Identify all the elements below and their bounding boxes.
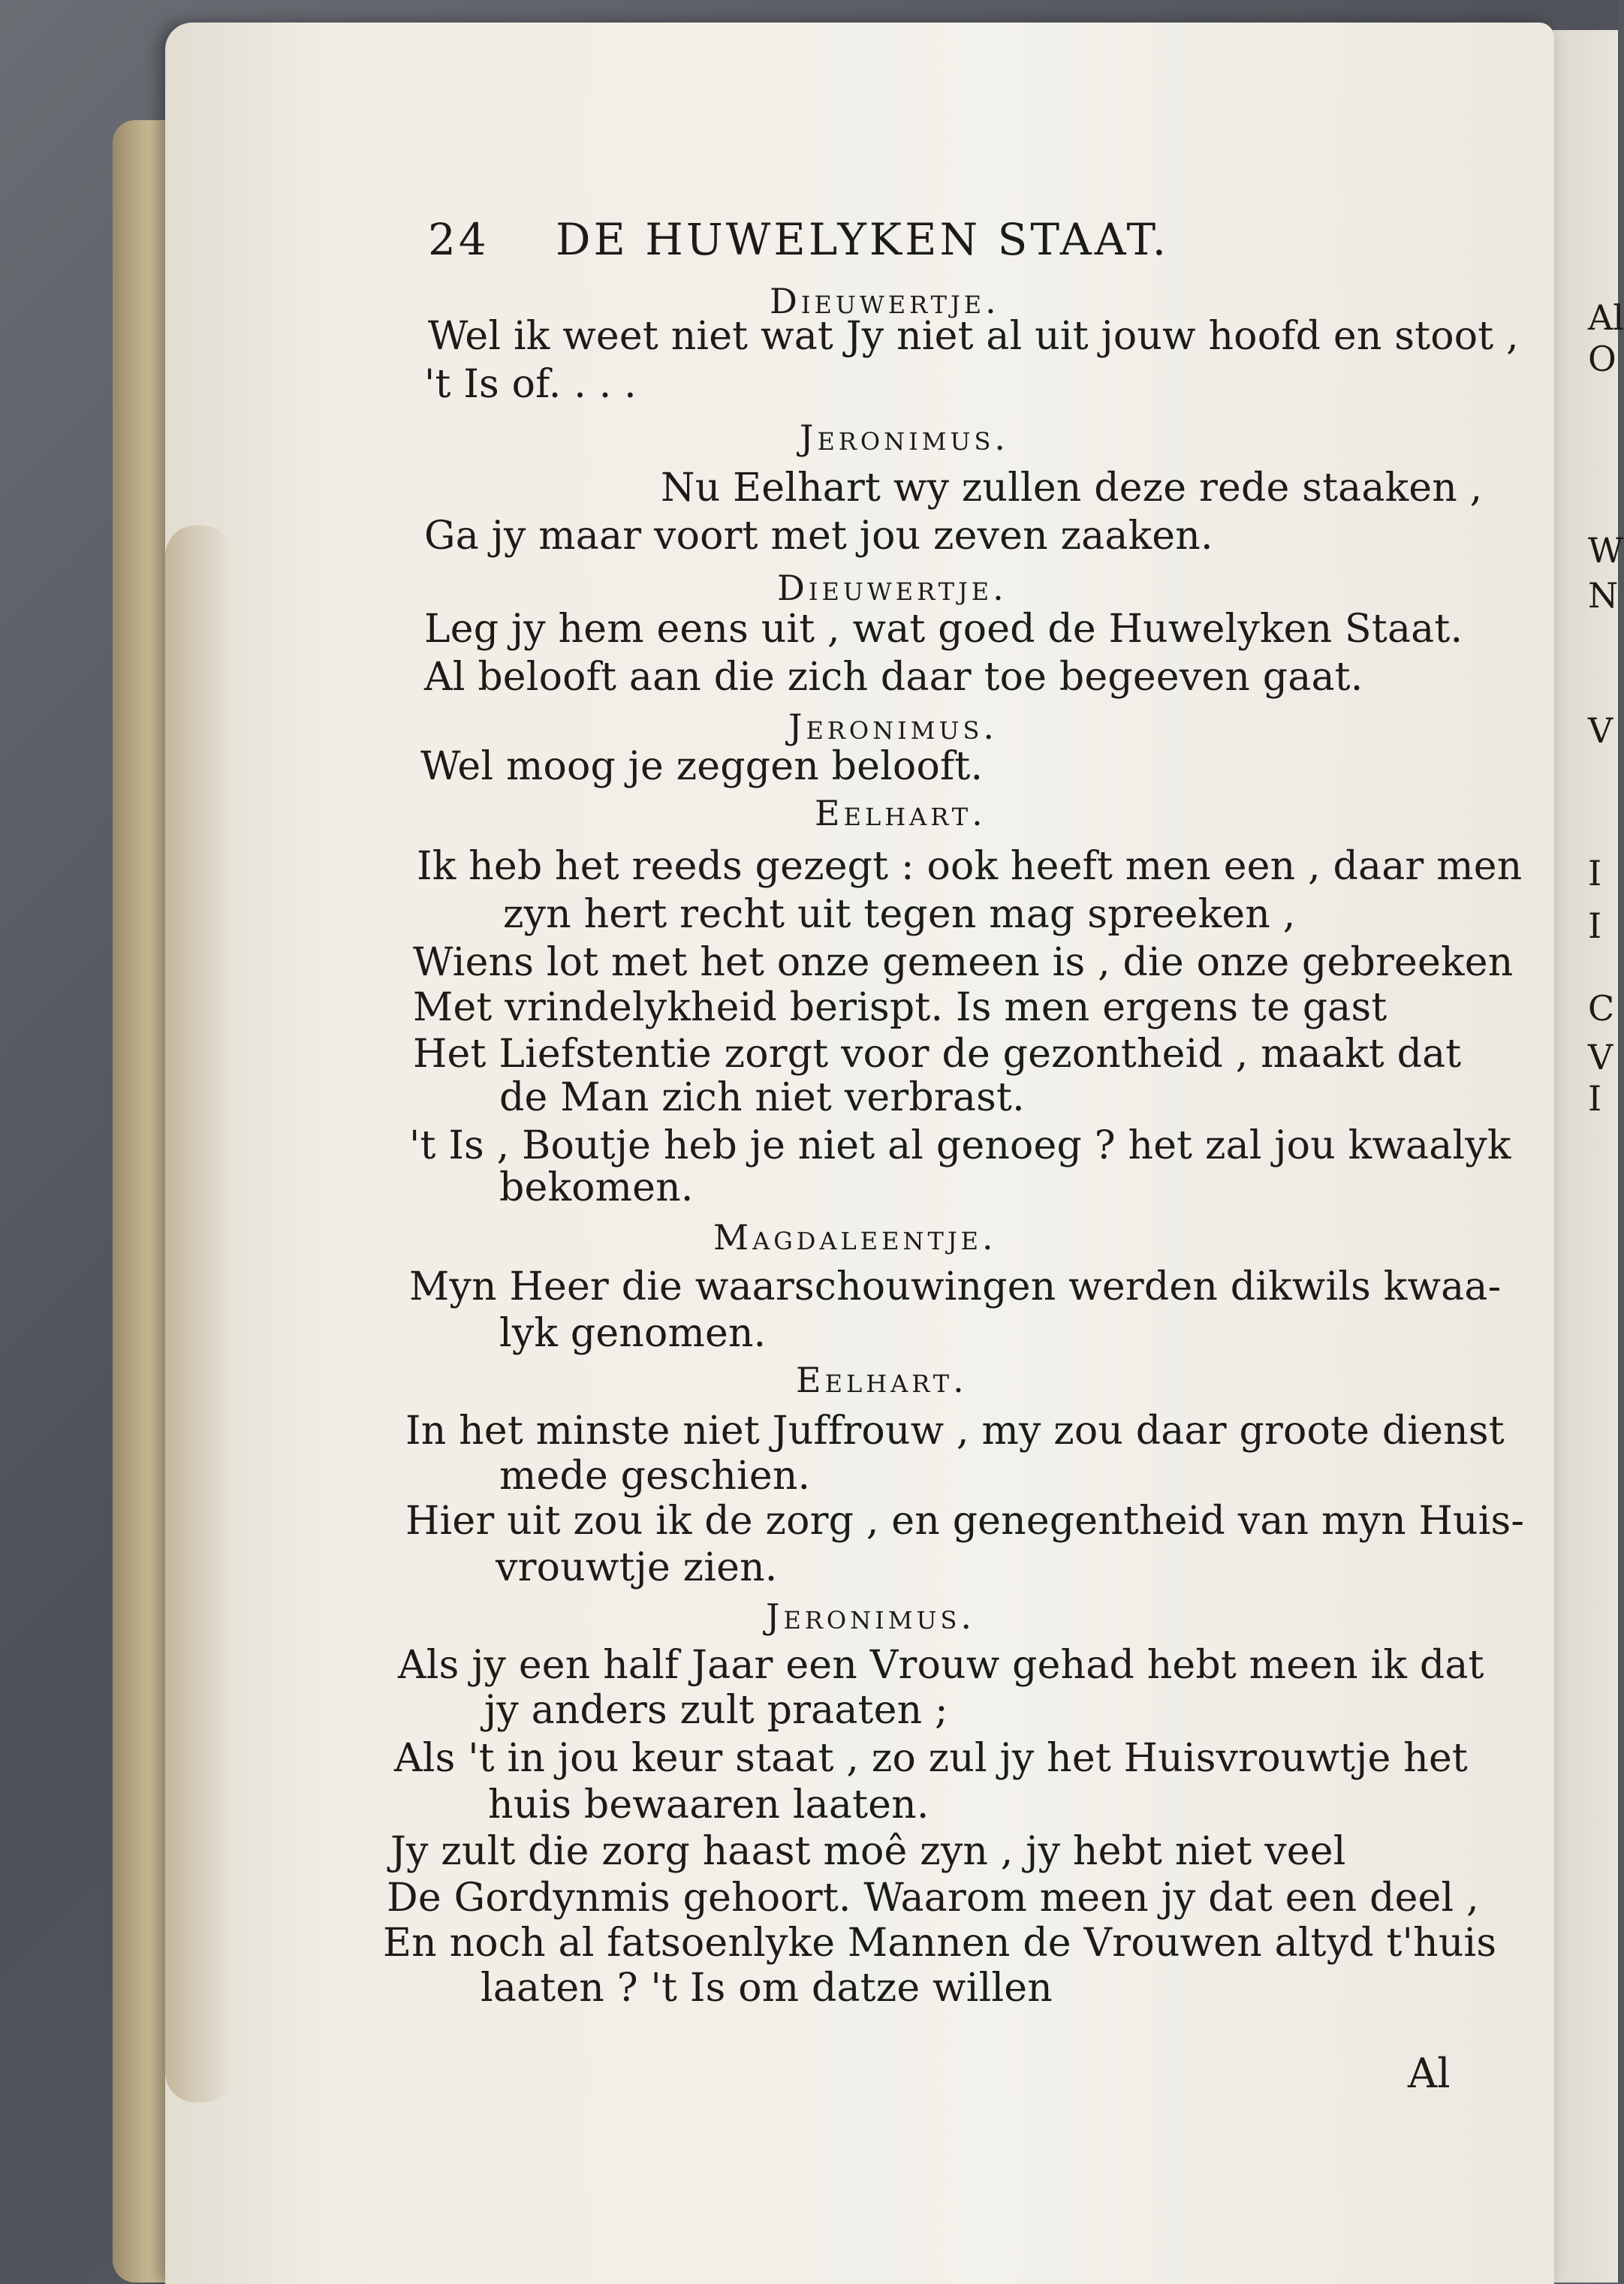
verse-line: Ik heb het reeds gezegt : ook heeft men een , daar men	[417, 844, 1523, 889]
speaker-name: Jeronimus.	[788, 707, 999, 747]
verse-line: Als jy een half Jaar een Vrouw gehad hebt meen ik dat	[398, 1643, 1484, 1688]
verse-line: Wel ik weet niet wat Jy niet al uit jouw hoofd en stoot ,	[428, 314, 1519, 359]
facing-fragment: I	[1588, 1078, 1602, 1119]
speaker-name: Dieuwertje.	[777, 568, 1008, 608]
verse-line: huis bewaaren laaten.	[488, 1782, 930, 1828]
verse-line: laaten ? 't Is om datze willen	[481, 1966, 1053, 2011]
verse-line: Leg jy hem eens uit , wat goed de Huwelyken Staat.	[424, 607, 1463, 652]
facing-fragment: O	[1588, 339, 1616, 379]
verse-line: bekomen.	[499, 1165, 694, 1210]
verse-line: Als 't in jou keur staat , zo zul jy het Huisvrouwtje het	[394, 1736, 1469, 1781]
verse-line: zyn hert recht uit tegen mag spreeken ,	[503, 892, 1296, 937]
verse-line: 't Is of. . . .	[424, 362, 637, 407]
facing-fragment: V	[1588, 1037, 1613, 1077]
verse-line: Hier uit zou ik de zorg , en genegentheid van myn Huis-	[405, 1499, 1525, 1544]
verse-line: En noch al fatsoenlyke Mannen de Vrouwen altyd t'huis	[383, 1921, 1497, 1966]
facing-fragment: N	[1588, 575, 1619, 616]
page-stain	[165, 526, 233, 2102]
verse-line: lyk genomen.	[499, 1311, 767, 1356]
verse-line: Met vrindelykheid berispt. Is men ergens te gast	[413, 985, 1387, 1030]
facing-fragment: I	[1588, 905, 1602, 946]
verse-line: 't Is , Boutje heb je niet al genoeg ? het zal jou kwaalyk	[409, 1123, 1511, 1168]
verse-line: Het Liefstentie zorgt voor de gezontheid , maakt dat	[413, 1032, 1462, 1077]
verse-line: Jy zult die zorg haast moê zyn , jy hebt niet veel	[390, 1829, 1346, 1874]
catchword: Al	[1408, 2050, 1451, 2097]
speaker-name: Eelhart.	[796, 1360, 968, 1400]
verse-line: vrouwtje zien.	[496, 1545, 778, 1590]
page-number: 24	[428, 214, 490, 265]
facing-fragment: V	[1588, 710, 1613, 751]
running-title: DE HUWELYKEN STAAT.	[556, 214, 1170, 265]
facing-fragment: I	[1588, 853, 1602, 893]
speaker-name: Eelhart.	[815, 793, 987, 833]
verse-line: De Gordynmis gehoort. Waarom meen jy dat een deel ,	[387, 1876, 1479, 1921]
verse-line: de Man zich niet verbrast.	[499, 1075, 1025, 1120]
verse-line: Wiens lot met het onze gemeen is , die onze gebreeken	[413, 940, 1514, 985]
verse-line: jy anders zult praaten ;	[484, 1688, 948, 1733]
verse-line: Wel moog je zeggen belooft.	[420, 744, 984, 789]
verse-line: Nu Eelhart wy zullen deze rede staaken ,	[661, 466, 1483, 511]
speaker-name: Dieuwertje.	[770, 281, 1000, 321]
speaker-name: Magdaleentje.	[713, 1217, 997, 1258]
verse-line: Myn Heer die waarschouwingen werden dikwils kwaa-	[409, 1264, 1502, 1309]
speaker-name: Jeronimus.	[800, 417, 1010, 458]
facing-fragment: W	[1588, 530, 1624, 571]
verse-line: In het minste niet Juffrouw , my zou daar groote dienst	[405, 1409, 1505, 1454]
facing-fragment: C	[1588, 988, 1615, 1029]
verse-line: mede geschien.	[499, 1454, 811, 1499]
speaker-name: Jeronimus.	[766, 1596, 976, 1637]
verse-line: Al belooft aan die zich daar toe begeeven gaat.	[424, 655, 1363, 700]
facing-fragment: Al	[1588, 297, 1624, 338]
verse-line: Ga jy maar voort met jou zeven zaaken.	[424, 514, 1213, 559]
